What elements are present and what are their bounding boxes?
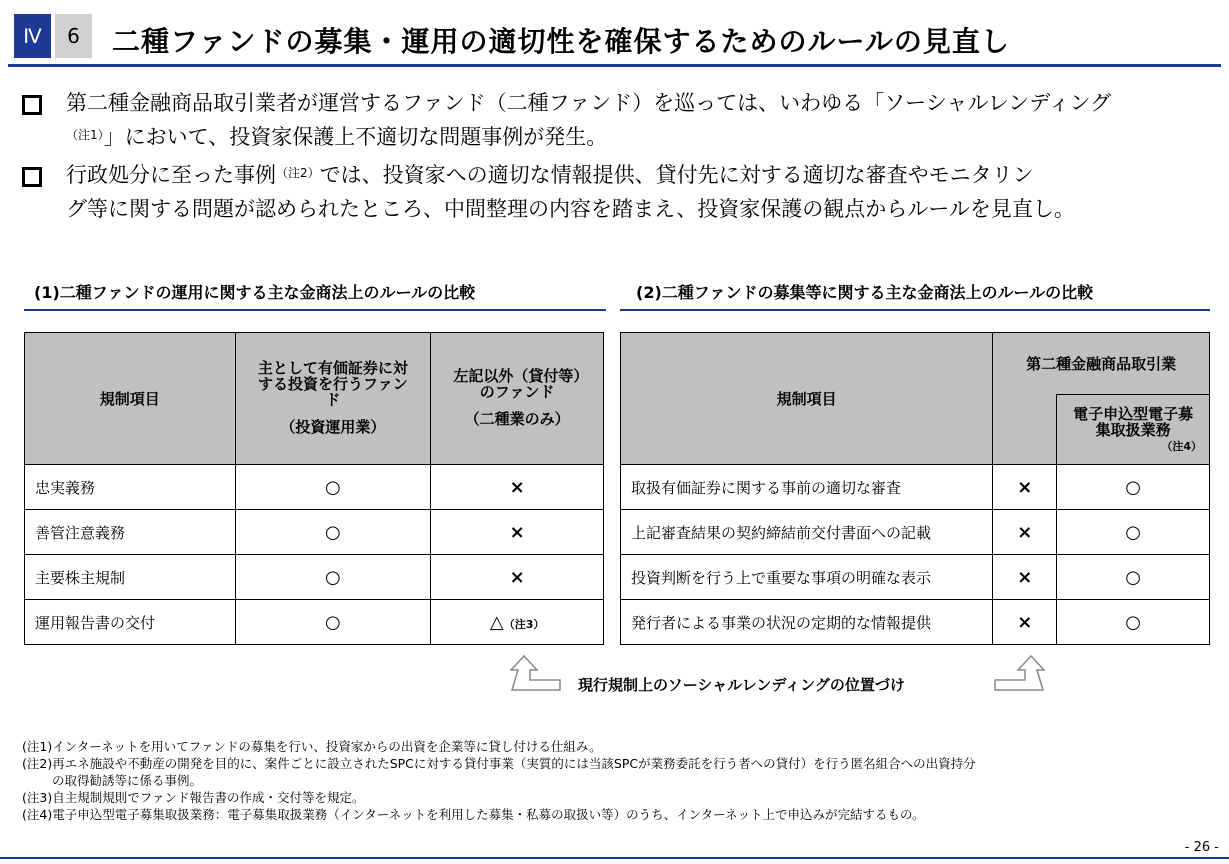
circle-mark: ○ xyxy=(235,555,431,600)
header-sub-text: 電子申込型電子募集取扱業務 xyxy=(1073,404,1194,439)
number-label: 6 xyxy=(67,24,80,48)
bullet-1-line2: 」において、投資家保護上不適切な問題事例が発生。 xyxy=(103,125,608,149)
header-item: 規制項目 xyxy=(621,333,993,465)
square-bullet-icon xyxy=(22,95,42,115)
left-title-rule xyxy=(24,309,606,311)
right-title-rule xyxy=(620,309,1210,311)
table-row xyxy=(621,465,1210,510)
circle-mark: ○ xyxy=(1057,555,1210,600)
footnotes xyxy=(22,738,1217,823)
triangle-cell xyxy=(431,600,604,645)
header-empty xyxy=(993,395,1057,465)
circle-mark: ○ xyxy=(235,465,431,510)
row-label: 発行者による事業の状況の定期的な情報提供 xyxy=(621,600,993,645)
section-label: Ⅳ xyxy=(23,25,42,48)
circle-mark: ○ xyxy=(1057,600,1210,645)
left-comparison-table xyxy=(24,332,604,645)
square-bullet-icon xyxy=(22,167,42,187)
page-title: 二種ファンドの募集・運用の適切性を確保するためのルールの見直し xyxy=(112,25,1010,58)
note-ref: （注3） xyxy=(503,617,545,631)
note-ref: （注2） xyxy=(276,166,320,180)
bullet-2 xyxy=(22,158,1217,226)
header-col2-text: 左記以外（貸付等）のファンド xyxy=(453,367,581,401)
cross-mark: × xyxy=(993,510,1057,555)
row-label: 取扱有価証券に関する事前の適切な審査 xyxy=(621,465,993,510)
bullet-2-line1b: では、投資家への適切な情報提供、貸付先に対する適切な審査やモニタリン xyxy=(319,163,1034,187)
row-label: 上記審査結果の契約締結前交付書面への記載 xyxy=(621,510,993,555)
left-table-title: (1)二種ファンドの運用に関する主な金商法上のルールの比較 xyxy=(34,283,476,302)
row-label: 善管注意義務 xyxy=(25,510,236,555)
section-badge xyxy=(14,14,51,58)
header-item: 規制項目 xyxy=(25,333,236,465)
header-col2-sub: （二種業のみ） xyxy=(464,410,570,428)
table-row xyxy=(621,510,1210,555)
cross-mark: × xyxy=(993,555,1057,600)
bullet-1 xyxy=(22,86,1217,154)
table-row xyxy=(621,600,1210,645)
page-number: - 26 - xyxy=(1184,840,1219,855)
circle-mark: ○ xyxy=(1057,465,1210,510)
arrow-up-left-icon xyxy=(510,654,570,694)
bullet-2-line2: グ等に関する問題が認められたところ、中間整理の内容を踏まえ、投資家保護の観点からルールを見直し。 xyxy=(66,197,1075,221)
right-comparison-table xyxy=(620,332,1210,645)
note-ref: （注1） xyxy=(66,128,104,142)
bullet-2-line1a: 行政処分に至った事例 xyxy=(66,163,276,187)
triangle-mark: △ xyxy=(489,611,504,633)
header-col2 xyxy=(431,333,604,465)
table-row xyxy=(621,555,1210,600)
bottom-divider xyxy=(0,857,1229,859)
cross-mark: × xyxy=(431,465,604,510)
footnote-2: (注2)再エネ施設や不動産の開発を目的に、案件ごとに設立されたSPCに対する貸付事業（実質的には当該SPCが業務委託を行う者への貸付）を行う匿名組合への出資持分 xyxy=(22,756,976,771)
table-row xyxy=(25,510,604,555)
header-sub xyxy=(1057,395,1210,465)
row-label: 運用報告書の交付 xyxy=(25,600,236,645)
title-divider xyxy=(8,64,1221,67)
number-badge xyxy=(55,14,92,58)
footnote-1: (注1)インターネットを用いてファンドの募集を行い、投資家からの出資を企業等に貸し付ける仕組み。 xyxy=(22,739,602,754)
bullet-1-line2-wrap xyxy=(66,120,1217,154)
arrow-label: 現行規制上のソーシャルレンディングの位置づけ xyxy=(578,676,905,694)
header-col1-text: 主として有価証券に対する投資を行うファンド xyxy=(257,359,408,409)
circle-mark: ○ xyxy=(1057,510,1210,555)
bullet-2-line1 xyxy=(66,163,1034,187)
row-label: 主要株主規制 xyxy=(25,555,236,600)
table-row xyxy=(25,465,604,510)
footnote-2-cont: の取得勧誘等に係る事例。 xyxy=(52,773,203,788)
footnote-4: (注4)電子申込型電子募集取扱業務：電子募集取扱業務（インターネットを利用した募集・私募の取扱い等）のうち、インターネット上で申込みが完結するもの。 xyxy=(22,807,925,822)
row-label: 投資判断を行う上で重要な事項の明確な表示 xyxy=(621,555,993,600)
header-col1-sub: （投資運用業） xyxy=(280,418,386,436)
bullet-1-line1: 第二種金融商品取引業者が運営するファンド（二種ファンド）を巡っては、いわゆる「ソーシャルレンディング xyxy=(66,91,1112,115)
header-group: 第二種金融商品取引業 xyxy=(993,333,1210,395)
table-row xyxy=(25,555,604,600)
cross-mark: × xyxy=(993,465,1057,510)
circle-mark: ○ xyxy=(235,600,431,645)
table-row xyxy=(25,600,604,645)
circle-mark: ○ xyxy=(235,510,431,555)
row-label: 忠実義務 xyxy=(25,465,236,510)
header-col1 xyxy=(235,333,431,465)
cross-mark: × xyxy=(431,510,604,555)
table-header-row xyxy=(25,333,604,465)
arrow-up-right-icon xyxy=(985,654,1045,694)
cross-mark: × xyxy=(431,555,604,600)
table-header-row xyxy=(621,333,1210,395)
footnote-3: (注3)自主規制規則でファンド報告書の作成・交付等を規定。 xyxy=(22,790,365,805)
cross-mark: × xyxy=(993,600,1057,645)
note-ref: （注4） xyxy=(1161,439,1202,453)
right-table-title: (2)二種ファンドの募集等に関する主な金商法上のルールの比較 xyxy=(636,283,1094,302)
